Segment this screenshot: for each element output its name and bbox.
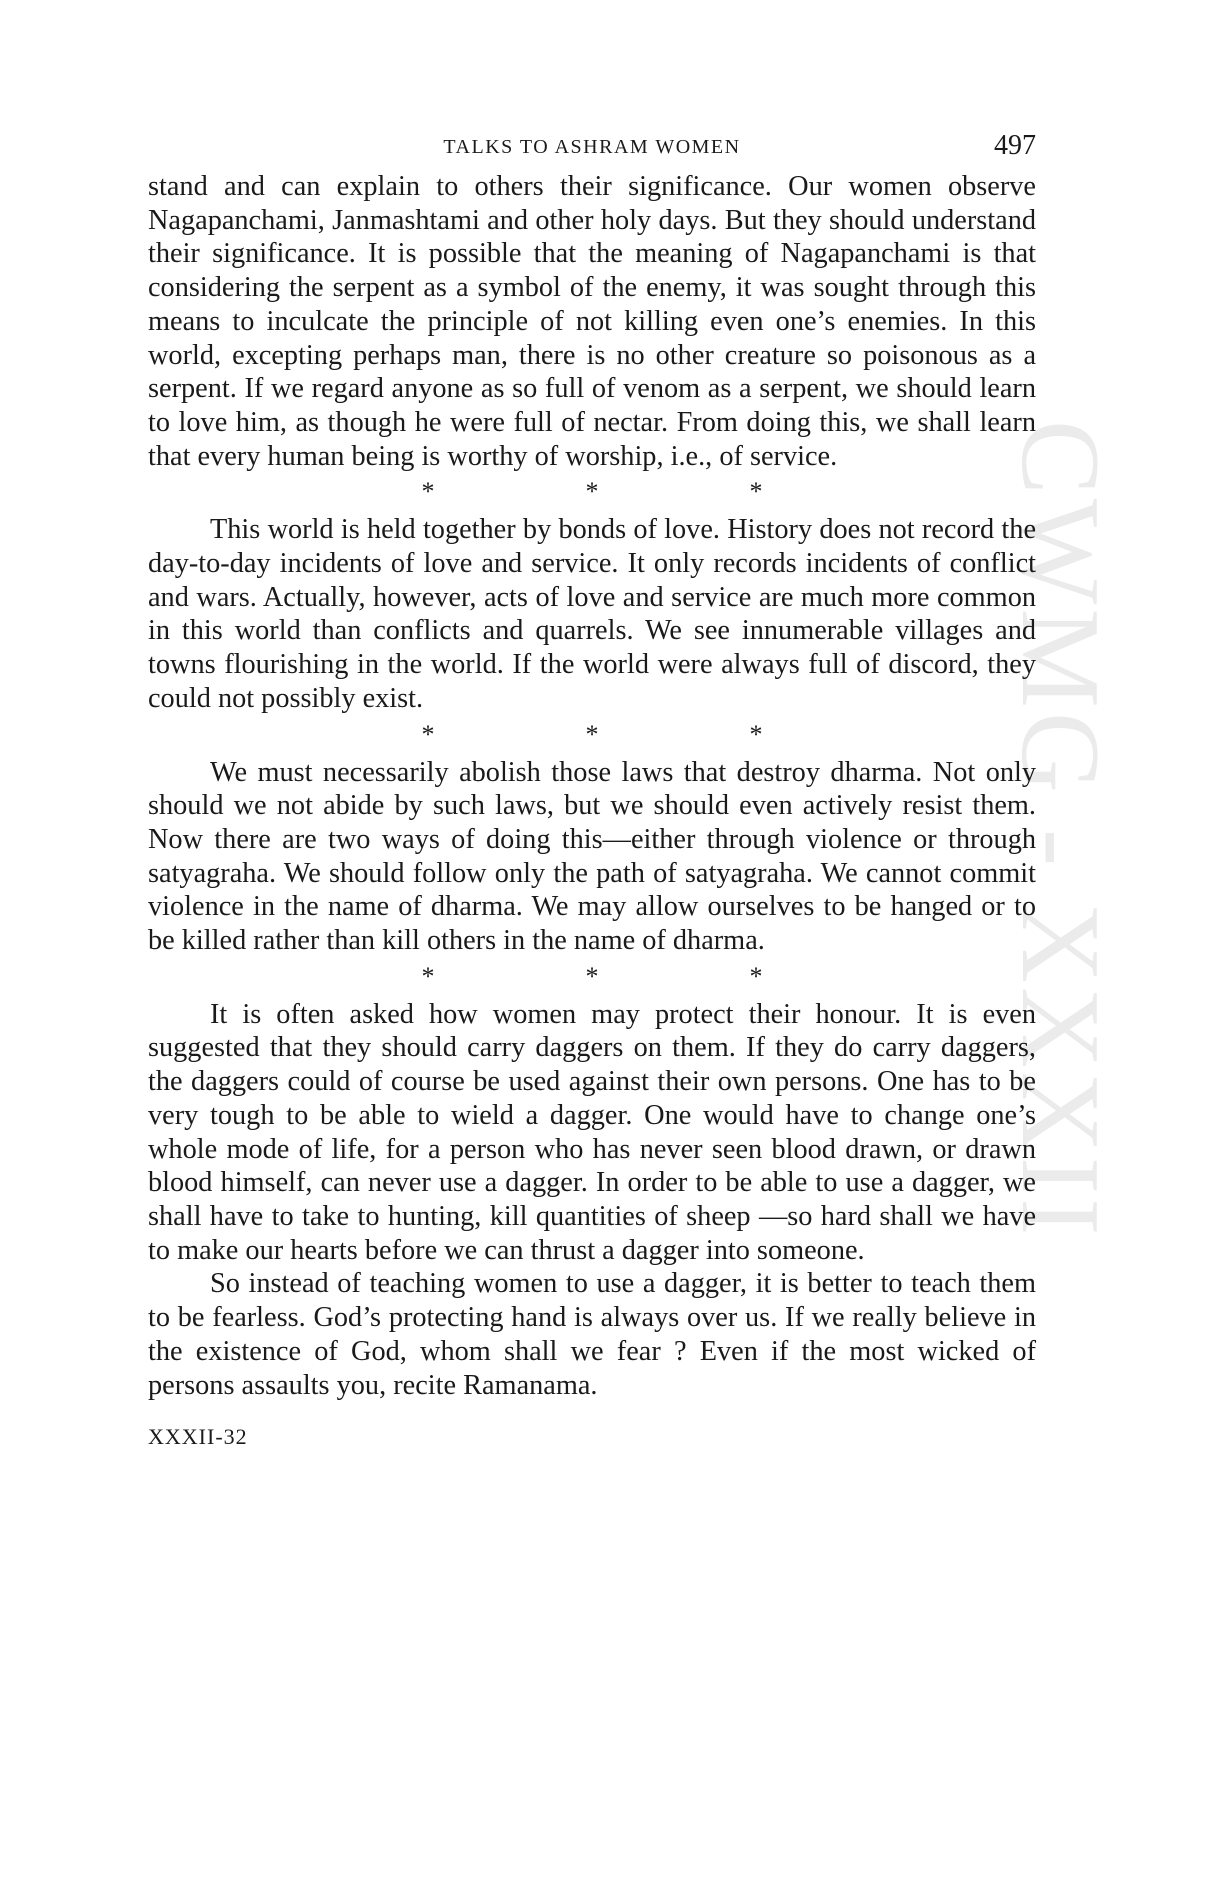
separator-star: *: [585, 477, 599, 507]
paragraph-dharma-laws: We must necessarily abolish those laws that destroy dharma. Not only should we not abide by such laws, but we should even actively resist them. Now there are two ways of doing this—either through violence or through satyagraha. We should follow only the path of satyagraha. We cannot commit violence in the name of dharma. We may allow ourselves to be hanged or to be killed rather than kill others in the name of dharma.: [148, 756, 1036, 957]
separator-star: *: [421, 719, 435, 749]
separator-star: *: [421, 477, 435, 507]
separator-star: *: [585, 719, 599, 749]
paragraph-fearless: So instead of teaching women to use a dagger, it is better to teach them to be fearless. God’s protecting hand is always over us. If we really believe in the existence of God, whom shall we fear ? Even if the most wicked of persons assaults you, recite Ramanama.: [148, 1268, 1036, 1401]
separator-star: *: [749, 961, 763, 991]
separator-star: *: [421, 961, 435, 991]
section-separator: [148, 479, 1036, 505]
paragraph-bonds-of-love: This world is held together by bonds of love. History does not record the day-to-day incidents of love and service. It only records incidents of conflict and wars. Actually, however, acts of love and service are much more common in this world than conflicts and quarrels. We see innumerable villages and towns flourishing in the world. If the world were always full of discord, they could not possibly exist.: [148, 514, 1036, 714]
section-separator: [148, 719, 1036, 749]
separator-star: *: [749, 477, 763, 507]
running-head: TALKS TO ASHRAM WOMEN: [443, 136, 741, 158]
paragraph-daggers: It is often asked how women may protect their honour. It is even suggested that they should carry daggers on them. If they do carry daggers, the daggers could of course be used against their own persons. One has to be very tough to be able to wield a dagger. One would have to change one’s whole mode of life, for a person who has never seen blood drawn, or drawn blood himself, can never use a dagger. In order to be able to use a dagger, we shall have to take to hunting, kill quantities of sheep —so hard shall we have to make our hearts before we can thrust a dagger into someone.: [148, 998, 1036, 1266]
separator-star: *: [749, 719, 763, 749]
footer-signature: XXXII-32: [148, 1424, 248, 1450]
section-separator: [148, 961, 1036, 991]
separator-star: *: [585, 961, 599, 991]
paragraph-nagapanchami: stand and can explain to others their significance. Our women observe Nagapanchami, Janmashtami and other holy days. But they should understand their significance. It is possible that the meaning of Nagapanchami is that considering the serpent as a symbol of the enemy, it was sought through this means to inculcate the principle of not killing even one’s enemies. In this world, excepting perhaps man, there is no other creature so poisonous as a serpent. If we regard anyone as so full of venom as a serpent, we should learn to love him, as though he were full of nectar. From doing this, we shall learn that every human being is worthy of worship, i.e., of service.: [148, 171, 1036, 472]
watermark-text: CWMG - XXXII: [998, 420, 1122, 1240]
page-content: [148, 130, 1036, 1450]
page-number: 497: [994, 130, 1036, 161]
page-header: [148, 130, 1036, 170]
